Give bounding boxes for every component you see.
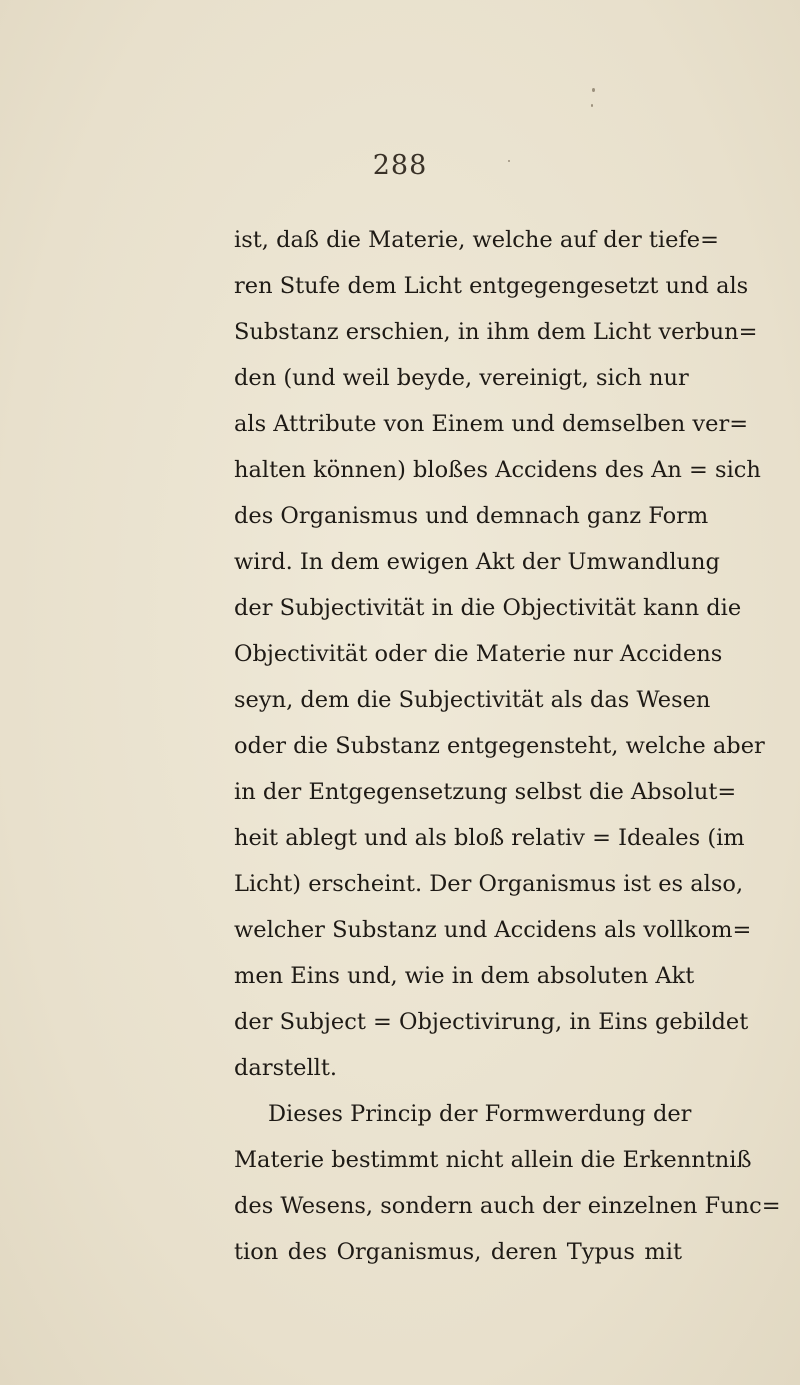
text-line: Licht) erscheint. Der Organismus ist es also, [234, 871, 744, 897]
text-line: oder die Substanz entgegensteht, welche aber [234, 733, 765, 759]
text-line: Materie bestimmt nicht allein die Erkenntniß [234, 1147, 752, 1173]
text-line: darstellt. [234, 1055, 338, 1081]
text-line: seyn, dem die Subjectivität als das Wesen [234, 687, 711, 713]
page-number: 288 [372, 150, 428, 181]
text-line: ren Stufe dem Licht entgegengesetzt und als [234, 273, 749, 299]
text-line: tion des Organismus, deren Typus mit [234, 1239, 682, 1265]
text-line: den (und weil beyde, vereinigt, sich nur [234, 365, 689, 391]
text-line: men Eins und, wie in dem absoluten Akt [234, 963, 695, 989]
text-line: in der Entgegensetzung selbst die Absolut= [234, 779, 737, 805]
text-line: der Subject = Objectivirung, in Eins gebildet [234, 1009, 749, 1035]
paper-speck [508, 160, 510, 162]
text-line: Substanz erschien, in ihm dem Licht verbun= [234, 319, 758, 345]
text-line: als Attribute von Einem und demselben ver= [234, 411, 749, 437]
text-line: ist, daß die Materie, welche auf der tiefe= [234, 227, 719, 253]
text-line: des Organismus und demnach ganz Form [234, 503, 709, 529]
text-line: der Subjectivität in die Objectivität kann die [234, 595, 742, 621]
text-line: halten können) bloßes Accidens des An = sich [234, 457, 761, 483]
paper-speck [592, 88, 595, 92]
paper-speck [591, 104, 593, 107]
text-line: Objectivität oder die Materie nur Accidens [234, 641, 723, 667]
text-line: welcher Substanz und Accidens als vollkom= [234, 917, 752, 943]
text-line: wird. In dem ewigen Akt der Umwandlung [234, 549, 720, 575]
text-line: Dieses Princip der Formwerdung der [268, 1101, 692, 1127]
text-line: heit ablegt und als bloß relativ = Ideales (im [234, 825, 745, 851]
text-line: des Wesens, sondern auch der einzelnen Func= [234, 1193, 781, 1219]
